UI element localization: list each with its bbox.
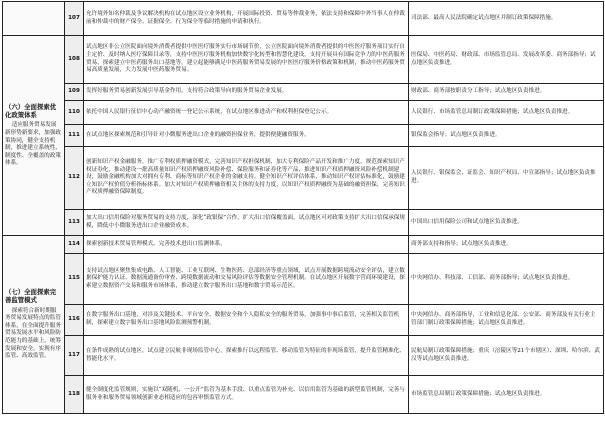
row-department: 中央网信办、科技部、工信部、商务部指导；试点地区负责推进。: [409, 254, 604, 305]
row-number: 112: [65, 147, 84, 210]
row-department: 商务部支持和指导；试点地区负责推进。: [409, 236, 604, 254]
row-department: 人民银行、银保监会、证监会、知识产权局、中宣部指导；试点地区负责推进。: [409, 147, 604, 210]
row-number: 114: [65, 236, 84, 254]
row-number: 109: [65, 84, 84, 101]
table-row: [3, 254, 604, 305]
row-content: 创新知识产权金融服务，推广专利权质押融资模式，完善知识产权担保机制，加大专利保险产品开发和推广力度，规范探索知识产权证券化，推动建设一批高质量知识产权质押融资风险补偿、保险服务和证券化等产品，推进知识产权质押融资风险补偿机制建设，鼓励金融机构加大对拥有专利、商标等知识产权企业的金融支持。健全知识产权评估体系，推动知识产权评估标准化，鼓励建立知识产权价值分析指标体系。加大对知识产权质押融资相关主体的支持力度，以知识产权质押融资为基础的融资担保，完善知识产权质押融资保障制度。: [84, 147, 409, 210]
row-content: 支持试点地区聚焦集成电路、人工智能、工业互联网、生物医药、总部经济等重点领域，试点开展数据跨境流动安全评估，建立数据保护能力认证、数据流通备份审查、跨境数据流动和交易风险评估等数据安全管理机制。在试点地区开展数字营商环境建设，探索建立数据资产交易和服务市场体系，推动建立数字服务出口基地和数字贸易示范区。: [84, 254, 409, 305]
row-number: 113: [65, 210, 84, 236]
row-department: 财政部、商务部按职责分工指导；试点地区负责推进。: [409, 84, 604, 101]
row-department: 银保监会指导；试点地区负责推进。: [409, 125, 604, 147]
table-row: [3, 101, 604, 125]
table-row: [3, 236, 604, 254]
section-title: （六）全面探索优化政策体系: [5, 103, 57, 120]
row-department: 医保局、中医药局、财政部、市场监管总局、发展改革委、商务部指导；试点地区负责推进。: [409, 36, 604, 84]
row-number: 117: [65, 336, 84, 376]
section-seven-cell: [3, 236, 65, 414]
row-content: 在试点地区探索规范和引导针对小微服务进出口企业的融资担保业务，提供便捷融资服务。: [84, 125, 409, 147]
row-content: 在数字服务出口基地，对涉及关键技术、平台安全、数据安全和个人隐私安全的服务贸易，加强事中事后监管，完善相关监管机制，探索建立数字服务出口基地风险监测预警机制。: [84, 305, 409, 336]
table-row: [3, 36, 604, 84]
table-row: [3, 84, 604, 101]
row-department: 民航局制订政策保障措施；重庆（涪陵区等21个市辖区）、深圳、哈尔滨、武汉等试点地区负责推进。: [409, 336, 604, 376]
row-number: 116: [65, 305, 84, 336]
row-number: 110: [65, 101, 84, 125]
row-content: 健全制度化监管规则，实施以“双随机、一公开”监管为基本手段、以重点监管为补充、以信用监管为基础的新型监管机制，完善与服务业和服务贸易领域创新业态相适应的包容审慎监管方式。: [84, 376, 409, 414]
table-row: [3, 210, 604, 236]
table-row: [3, 2, 604, 36]
policy-table: [2, 1, 604, 414]
row-number: 111: [65, 125, 84, 147]
section-description: 探索符合新时期服务贸易发展特点的监管体系，在全面提升服务贸易发展水平和风险防范能力的基础上，统筹发展和安全，实现有序监管、高效监管。: [5, 307, 61, 360]
section-cell-blank: [3, 2, 65, 36]
section-six-cell: [3, 36, 65, 236]
row-content: 依托中国人民银行征信中心动产融资统一登记公示系统，在试点地区推进动产和权利担保登记公示。: [84, 101, 409, 125]
row-content: 发挥好服务贸易创新发展引导基金作用，支持符合政策导向的服务贸易企业发展。: [84, 84, 409, 101]
row-content: 探索创新技术贸易管理模式，完善技术进出口监测体系。: [84, 236, 409, 254]
table-row: [3, 376, 604, 414]
row-number: 118: [65, 376, 84, 414]
table-row: [3, 147, 604, 210]
row-number: 107: [65, 2, 84, 36]
row-number: 108: [65, 36, 84, 84]
row-department: 中央网信办、商务部指导，工业和信息化部、公安部、商务部及有关行业主管部门制订政策保障措施；试点地区负责推进。: [409, 305, 604, 336]
row-number: 115: [65, 254, 84, 305]
row-department: 市场监管总局制订政策保障措施；试点地区负责推进。: [409, 376, 604, 414]
table-row: [3, 125, 604, 147]
row-department: 中国出口信用保险公司和试点地区负责推进。: [409, 210, 604, 236]
section-title: （七）全面探索完善监管模式: [5, 288, 57, 305]
row-department: 人民银行、市场监管总局制订政策保障措施；试点地区负责推进。: [409, 101, 604, 125]
row-content: 在条件成熟的试点地区，试点建立民航非现场监管中心，探索推行以远程监管、移动监管为特征的非现场监管，提升监管精准化、智能化水平。: [84, 336, 409, 376]
row-content: 加大出口信用保险对服务贸易的支持力度，深化“政银保”合作，扩大出口信保覆盖面，试点地区可对政策支持扩大出口信保承保规模，降低中小微服务进出口企业融资成本。: [84, 210, 409, 236]
row-content: 试点地区非公立医院面向境外消费者提供中医医疗服务实行市场调节价，公立医院面向境外消费者提供的中医医疗服务项目实行自主定价、及时纳入医疗保障目录等，支持中医医疗服务机构加快数字化转型和智慧化建设，支持开展具有国际竞争力的中医药服务贸易，探索建立中医药服务出口基地等，建立起能够满足中医药服务贸易发展的中医医疗服务价格政策和机制，推动中医药服务贸易高质量发展，大力发展中医药服务贸易。: [84, 36, 409, 84]
row-department: 司法部、最高人民法院确定试点地区并制订政策保障措施。: [409, 2, 604, 36]
row-content: 允许境外知名仲裁及争议解决机构在试点地区设立业务机构，开展国际投资、贸易等仲裁业务，依法支持和保障中外当事人在仲裁前和仲裁中的财产保全、证据保全、行为保全等临时措施的申请和执行。: [84, 2, 409, 36]
section-description: 适应服务贸易发展新形势新要求，加强政策协同，健全支持机制，推进建立系统性、制度性、全覆盖的政策体系。: [5, 122, 61, 167]
table-row: [3, 305, 604, 336]
table-row: [3, 336, 604, 376]
